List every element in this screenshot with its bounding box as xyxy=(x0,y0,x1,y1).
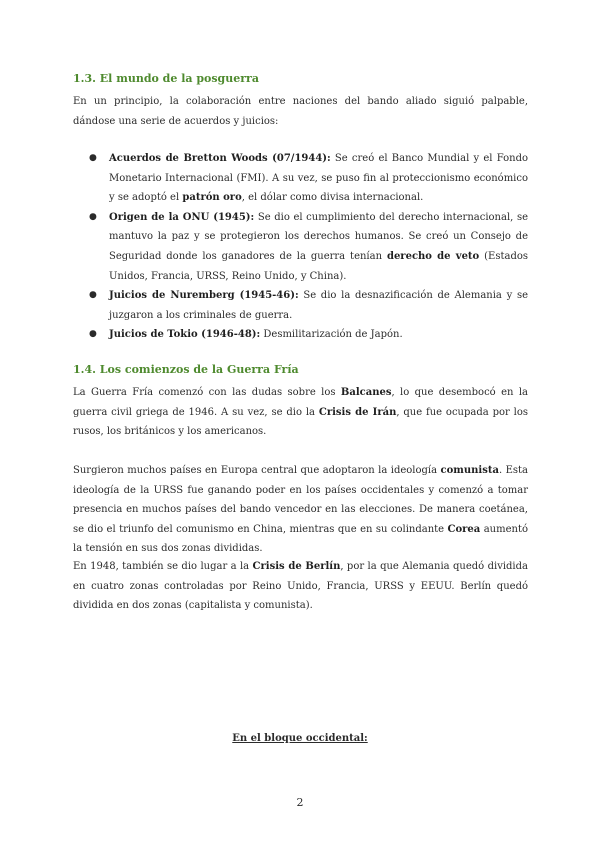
paragraph-text: En 1948, también se dio lugar a la xyxy=(73,561,253,572)
item-title: Acuerdos de Bretton Woods (07/1944): xyxy=(109,153,331,164)
item-title: Origen de la ONU (1945): xyxy=(109,211,255,223)
paragraph-comunismo xyxy=(73,461,528,559)
paragraph-text: Surgieron muchos países en Europa central que adoptaron la ideología xyxy=(73,465,441,476)
paragraph-emphasis: Crisis de Berlín xyxy=(252,561,341,572)
paragraph-emphasis: Corea xyxy=(447,523,481,535)
list-item xyxy=(73,325,528,345)
item-title: Juicios de Tokio (1946-48): xyxy=(109,329,261,341)
paragraph-emphasis: Balcanes xyxy=(340,387,392,398)
paragraph-berlin xyxy=(73,557,528,616)
paragraph-emphasis: Crisis de Irán xyxy=(318,406,397,418)
item-text: Se creó el Banco Mundial y el Fondo Monetario Internacional (FMI). A su vez, se puso fin al proteccionismo económico y se adoptó el xyxy=(109,153,528,204)
bullet-icon: ● xyxy=(89,329,97,340)
item-text: Desmilitarización de Japón. xyxy=(260,329,403,341)
item-emphasis: derecho de veto xyxy=(386,250,480,262)
paragraph-emphasis: comunista xyxy=(440,465,499,476)
paragraph-text: La Guerra Fría comenzó con las dudas sobre los xyxy=(73,387,341,398)
paragraph-text: , que fue ocupada por los rusos, los británicos y los americanos. xyxy=(73,406,528,438)
item-text: Se dio el cumplimiento del derecho internacional, se mantuvo la paz y se protegieron los derechos humanos. Se creó un Consejo de Seguridad donde los ganadores de la guerra tenían xyxy=(109,211,528,262)
bullet-icon: ● xyxy=(89,290,97,301)
paragraph-text: aumentó la tensión en sus dos zonas divididas. xyxy=(73,523,529,555)
list-item xyxy=(73,286,528,325)
item-title: Juicios de Nuremberg (1945-46): xyxy=(109,290,299,302)
item-text: , el dólar como divisa internacional. xyxy=(241,192,424,204)
item-text: Se dio la desnazificación de Alemania y se juzgaron a los criminales de guerra. xyxy=(109,290,528,321)
intro-paragraph: En un principio, la colaboración entre naciones del bando aliado siguió palpable, dándose una serie de acuerdos y juicios: xyxy=(73,96,528,127)
paragraph-text: . Esta ideología de la URSS fue ganando poder en los países occidentales y comenzó a tomar presencia en muchos países del bando vencedor en las elecciones. De manera coetánea, se dio el triunfo del comunismo en China, mientras que en su colindante xyxy=(73,465,528,535)
subheading-bloque-occidental: En el bloque occidental: xyxy=(232,733,368,744)
section-heading-posguerra: 1.3. El mundo de la posguerra xyxy=(73,72,259,85)
section-heading-guerra-fria: 1.4. Los comienzos de la Guerra Fría xyxy=(73,363,299,376)
list-item xyxy=(73,208,528,286)
item-emphasis: patrón oro xyxy=(182,192,242,204)
item-text: (Estados Unidos, Francia, URSS, Reino Unido, y China). xyxy=(109,250,528,282)
page-number: 2 xyxy=(296,796,304,809)
paragraph-text: , lo que desembocó en la guerra civil griega de 1946. A su vez, se dio la xyxy=(73,387,528,418)
list-item xyxy=(73,149,528,208)
paragraph-text: , por la que Alemania quedó dividida en cuatro zonas controladas por Reino Unido, Francia, URSS y EEUU. Berlín quedó dividida en dos zonas (capitalista y comunista). xyxy=(73,561,528,612)
bullet-icon: ● xyxy=(89,211,97,222)
paragraph-balcanes xyxy=(73,383,528,442)
agreements-list xyxy=(73,149,528,345)
bullet-icon: ● xyxy=(89,153,97,163)
